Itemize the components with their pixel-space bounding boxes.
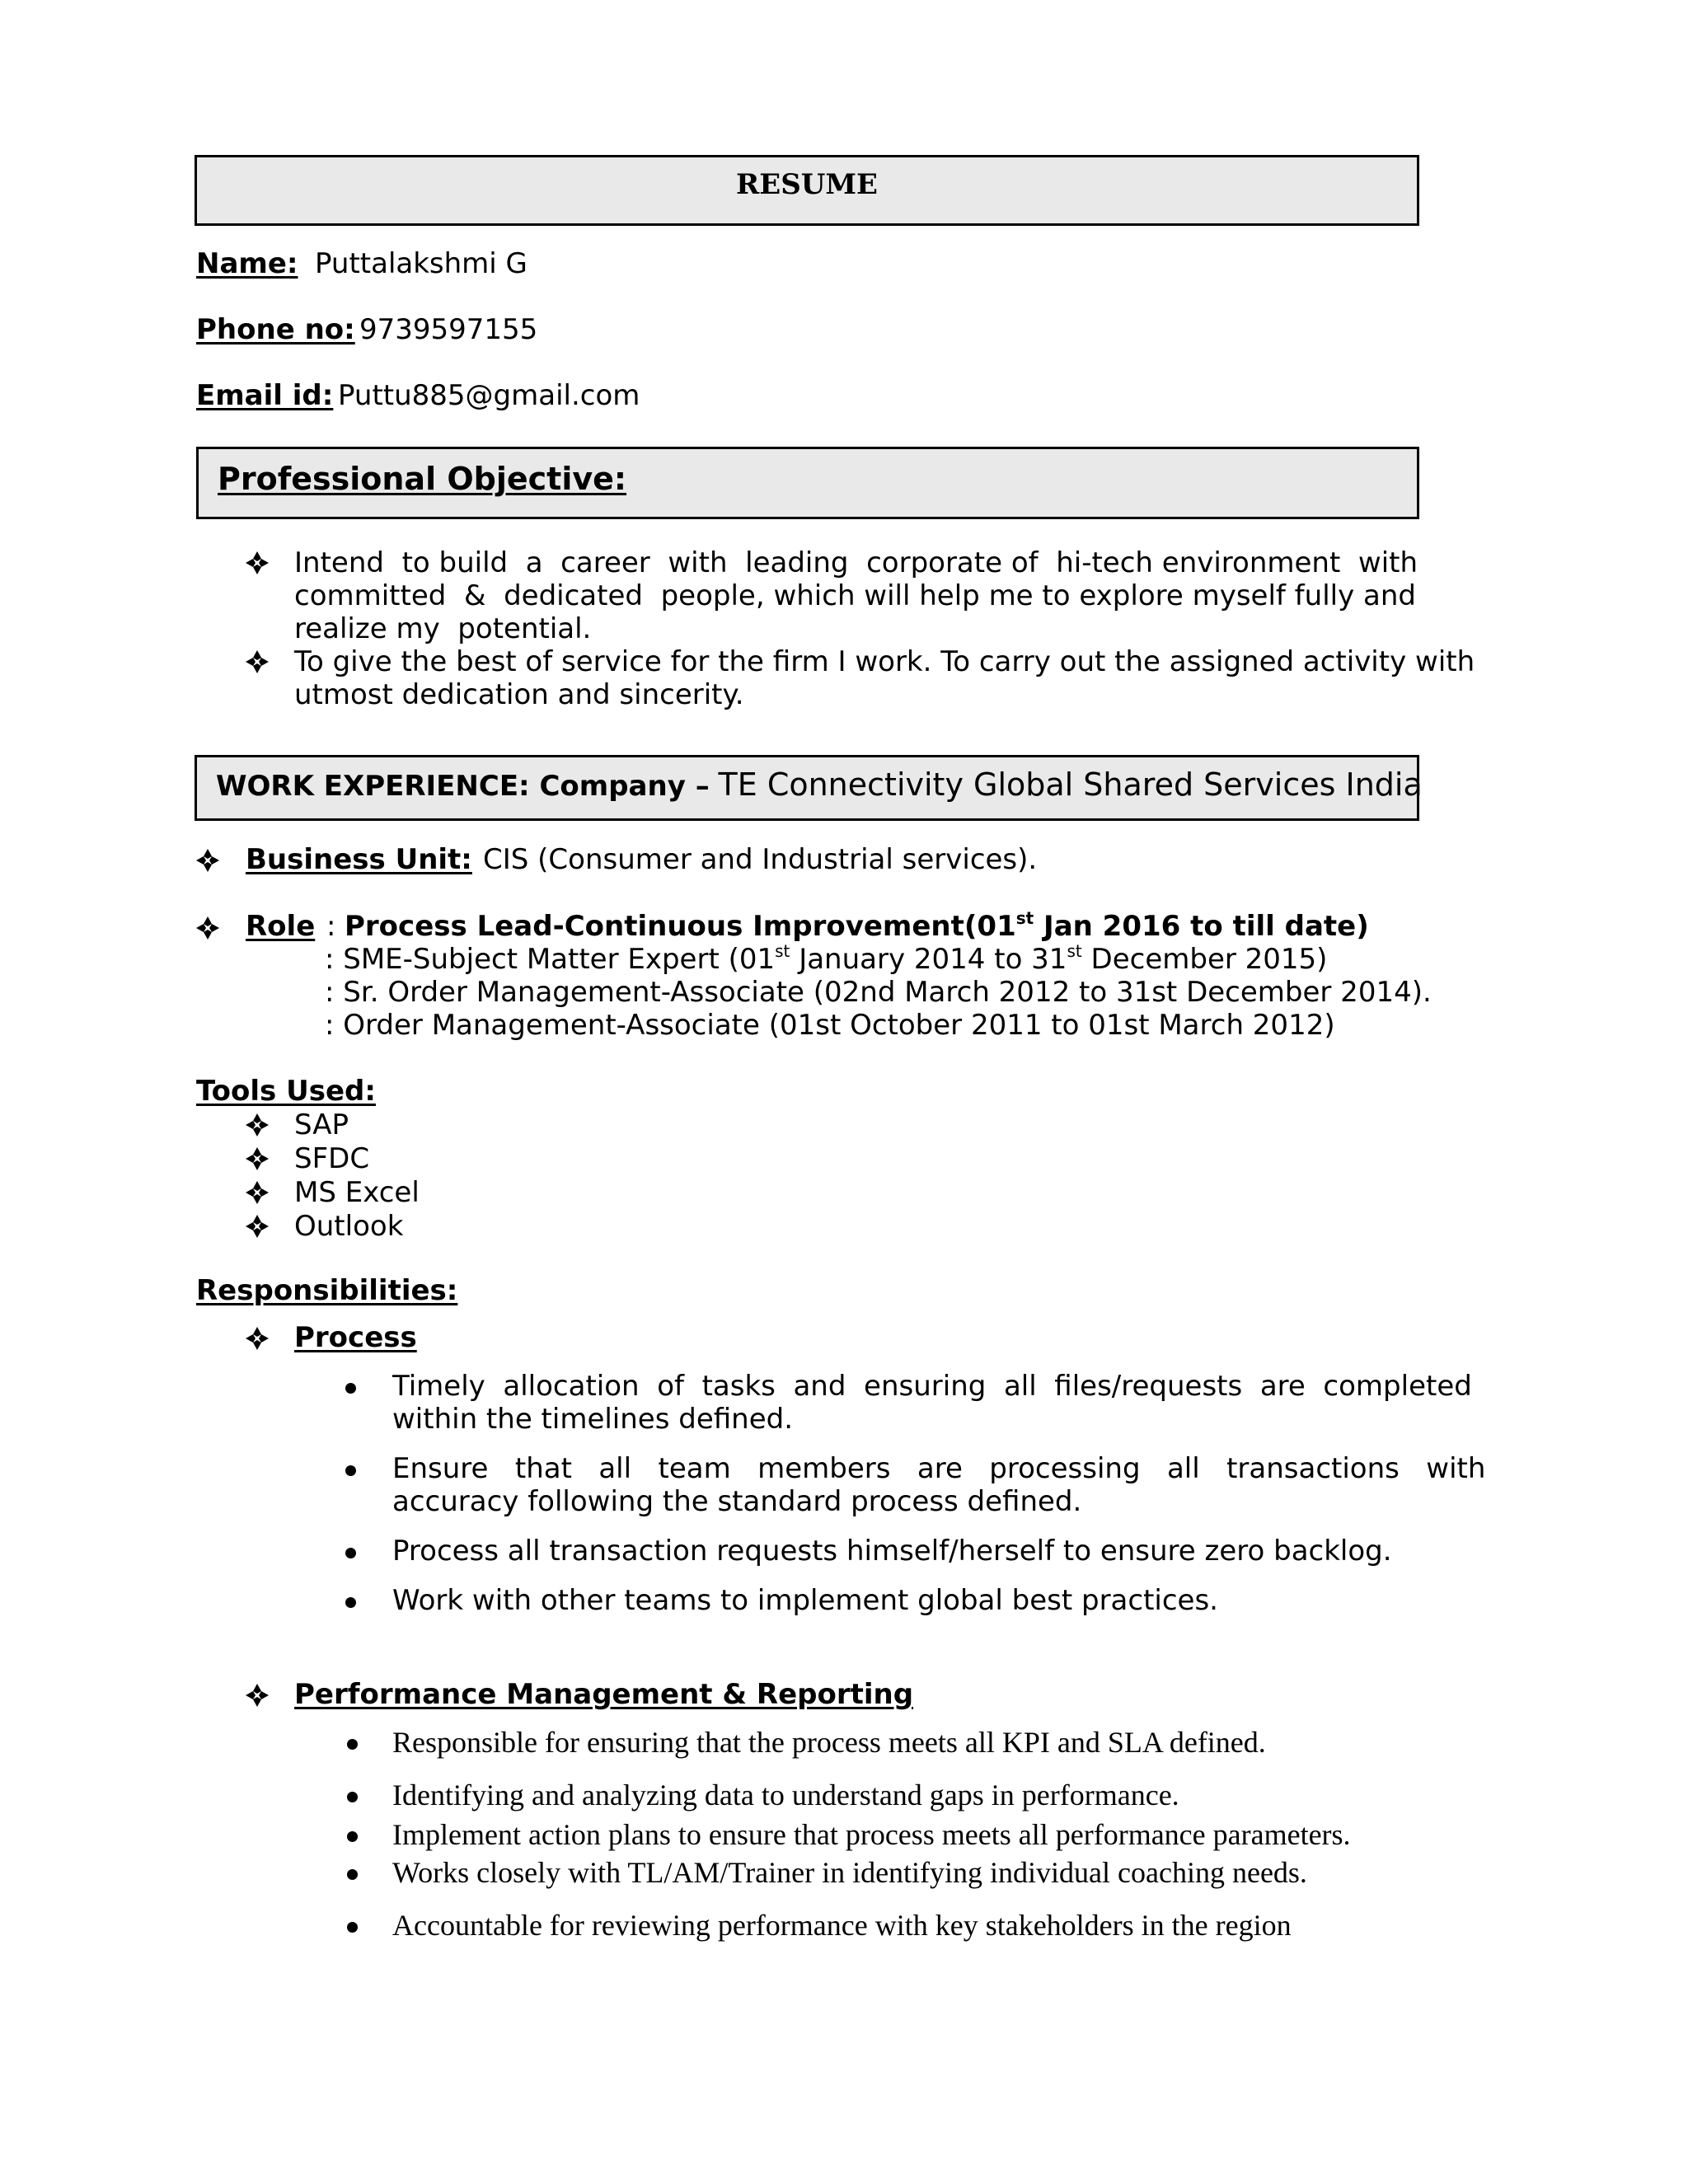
diamond-bullet-icon bbox=[246, 650, 269, 673]
name-value: Puttalakshmi G bbox=[315, 247, 528, 280]
phone-value: 9739597155 bbox=[359, 313, 538, 346]
work-experience-label: WORK EXPERIENCE: Company – bbox=[216, 770, 710, 803]
bullet-dot-icon bbox=[347, 1869, 358, 1880]
role-current: Process Lead-Continuous Improvement(01st Jan 2016 to till date) bbox=[345, 908, 1369, 943]
bullet-dot-icon bbox=[347, 1792, 358, 1802]
diamond-bullet-icon bbox=[246, 1147, 269, 1170]
company-name: TE Connectivity Global Shared Services India bbox=[718, 766, 1423, 803]
performance-item: Accountable for reviewing performance with key stakeholders in the region bbox=[392, 1909, 1292, 1942]
bullet-dot-icon bbox=[347, 1922, 358, 1933]
role-sr-associate: : Sr. Order Management-Associate (02nd March 2012 to 31st December 2014). bbox=[325, 976, 1432, 1009]
business-unit-value: CIS (Consumer and Industrial services). bbox=[483, 843, 1038, 876]
tools-heading: Tools Used: bbox=[196, 1075, 376, 1108]
objective-item-1-line-2: committed & dedicated people, which will help me to explore myself fully and bbox=[294, 579, 1416, 612]
responsibilities-heading: Responsibilities: bbox=[196, 1274, 458, 1307]
role-label: Role bbox=[246, 910, 316, 943]
objective-heading: Professional Objective: bbox=[218, 461, 627, 497]
diamond-bullet-icon bbox=[196, 916, 219, 940]
diamond-bullet-icon bbox=[246, 1181, 269, 1204]
performance-item: Responsible for ensuring that the process meets all KPI and SLA defined. bbox=[392, 1726, 1266, 1759]
bullet-dot-icon bbox=[345, 1465, 356, 1476]
email-value: Puttu885@gmail.com bbox=[338, 379, 640, 412]
objective-item-1-line-1: Intend to build a career with leading corporate of hi-tech environment with bbox=[294, 546, 1418, 579]
role-sme: : SME-Subject Matter Expert (01st January 2014 to 31st December 2015) bbox=[325, 941, 1328, 976]
work-experience-heading bbox=[216, 768, 1423, 803]
name-label: Name: bbox=[196, 247, 298, 280]
performance-item: Implement action plans to ensure that process meets all performance parameters. bbox=[392, 1818, 1351, 1851]
bullet-dot-icon bbox=[345, 1383, 356, 1394]
diamond-bullet-icon bbox=[246, 1684, 269, 1707]
role-associate: : Order Management-Associate (01st October 2011 to 01st March 2012) bbox=[325, 1009, 1335, 1042]
process-item-2-line-2: accuracy following the standard process defined. bbox=[392, 1485, 1082, 1518]
process-heading: Process bbox=[294, 1321, 417, 1354]
process-item-4: Work with other teams to implement global best practices. bbox=[392, 1584, 1218, 1617]
role-separator: : bbox=[326, 910, 336, 943]
objective-item-1-line-3: realize my potential. bbox=[294, 612, 592, 645]
diamond-bullet-icon bbox=[246, 1215, 269, 1238]
tool-item: SAP bbox=[294, 1108, 349, 1141]
process-item-3: Process all transaction requests himself/herself to ensure zero backlog. bbox=[392, 1535, 1392, 1568]
objective-item-2-line-1: To give the best of service for the firm I work. To carry out the assigned activity with bbox=[294, 645, 1475, 678]
tool-item: SFDC bbox=[294, 1142, 370, 1175]
process-item-2-line-1: Ensure that all team members are processing all transactions with bbox=[392, 1452, 1486, 1485]
process-item-1-line-2: within the timelines defined. bbox=[392, 1403, 794, 1436]
process-item-1-line-1: Timely allocation of tasks and ensuring all files/requests are completed bbox=[392, 1370, 1472, 1403]
bullet-dot-icon bbox=[347, 1739, 358, 1750]
diamond-bullet-icon bbox=[196, 849, 219, 872]
business-unit-label: Business Unit: bbox=[246, 843, 472, 876]
email-label: Email id: bbox=[196, 379, 334, 412]
tool-item: Outlook bbox=[294, 1210, 404, 1243]
diamond-bullet-icon bbox=[246, 1113, 269, 1137]
performance-item: Works closely with TL/AM/Trainer in identifying individual coaching needs. bbox=[392, 1856, 1307, 1889]
tool-item: MS Excel bbox=[294, 1176, 420, 1209]
bullet-dot-icon bbox=[345, 1548, 356, 1558]
phone-label: Phone no: bbox=[196, 313, 355, 346]
performance-item: Identifying and analyzing data to understand gaps in performance. bbox=[392, 1779, 1179, 1811]
bullet-dot-icon bbox=[347, 1831, 358, 1842]
objective-item-2-line-2: utmost dedication and sincerity. bbox=[294, 678, 744, 711]
bullet-dot-icon bbox=[345, 1597, 356, 1608]
diamond-bullet-icon bbox=[246, 1327, 269, 1350]
performance-heading: Performance Management & Reporting bbox=[294, 1678, 914, 1711]
resume-title: RESUME bbox=[736, 168, 878, 201]
diamond-bullet-icon bbox=[246, 551, 269, 574]
